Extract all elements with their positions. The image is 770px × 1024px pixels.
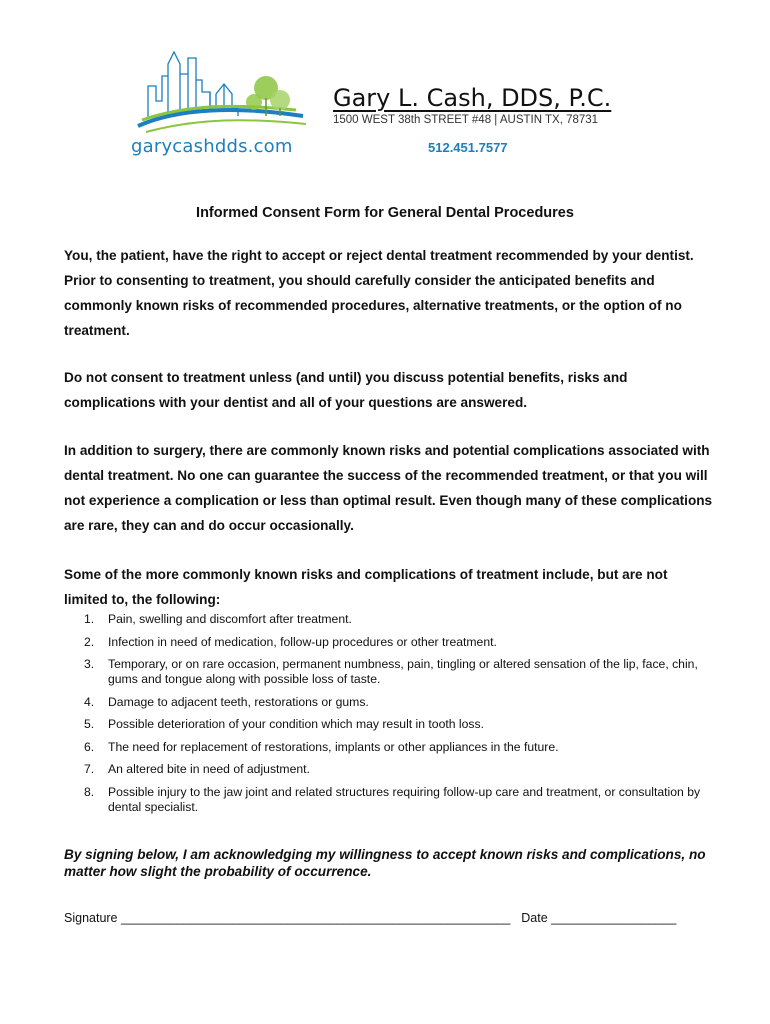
list-number: 3. <box>84 657 95 671</box>
list-text: Damage to adjacent teeth, restorations or gums. <box>108 694 369 709</box>
signature-row <box>64 911 714 925</box>
list-item <box>84 785 714 815</box>
practice-phone: 512.451.7577 <box>428 140 508 155</box>
list-item <box>84 740 714 755</box>
risk-list <box>84 612 714 822</box>
list-text: Possible injury to the jaw joint and related structures requiring follow-up care and treatment, or consultation by dental specialist. <box>108 784 701 814</box>
list-item <box>84 695 714 710</box>
list-item <box>84 717 714 732</box>
list-number: 4. <box>84 694 95 709</box>
signature-field[interactable]: ________________________________________________________ <box>121 911 511 925</box>
list-number: 6. <box>84 739 95 754</box>
date-field[interactable]: __________________ <box>551 911 677 925</box>
signature-label: Signature <box>64 911 118 925</box>
list-number: 1. <box>84 612 95 626</box>
list-text: Infection in need of medication, follow-up procedures or other treatment. <box>108 634 497 649</box>
list-number: 2. <box>84 634 95 649</box>
practice-website: garycashdds.com <box>131 136 293 157</box>
intro-paragraph: You, the patient, have the right to accept or reject dental treatment recommended by your dentist. Prior to consenting to treatment, you should carefully consider the anticipated benefits and commonly known risks of recommended procedures, alternative treatments, or the option of no treatment. <box>64 248 694 338</box>
date-label: Date <box>521 911 548 925</box>
list-text: Temporary, or on rare occasion, permanent numbness, pain, tingling or altered sensation of the lip, face, chin, gums and tongue along with possible loss of taste. <box>108 657 698 686</box>
list-number: 8. <box>84 784 95 799</box>
list-text: Pain, swelling and discomfort after treatment. <box>108 612 352 626</box>
list-item <box>84 635 714 650</box>
form-title: Informed Consent Form for General Dental Procedures <box>196 205 574 221</box>
acknowledgement-statement: By signing below, I am acknowledging my willingness to accept known risks and complications, no matter how slight the probability of occurrence. <box>64 847 706 879</box>
consent-paragraph: Do not consent to treatment unless (and until) you discuss potential benefits, risks and complications with your dentist and all of your questions are answered. <box>64 370 628 410</box>
list-text: Possible deterioration of your condition which may result in tooth loss. <box>108 717 484 731</box>
risks-paragraph: In addition to surgery, there are commonly known risks and potential complications associated with dental treatment. No one can guarantee the success of the recommended treatment, or that you will not experience a complication or less than optimal result. Even though many of these complications are rare, they can and do occur occasionally. <box>64 443 713 533</box>
list-item <box>84 612 714 627</box>
risks-list-intro: Some of the more commonly known risks and complications of treatment include, but are not limited to, the following: <box>64 567 668 607</box>
list-number: 7. <box>84 762 95 776</box>
list-text: The need for replacement of restorations, implants or other appliances in the future. <box>108 739 559 754</box>
list-text: An altered bite in need of adjustment. <box>108 762 310 776</box>
list-number: 5. <box>84 717 95 731</box>
list-item <box>84 657 714 687</box>
list-item <box>84 762 714 777</box>
practice-address: 1500 WEST 38th STREET #48 | AUSTIN TX, 78731 <box>333 114 599 126</box>
practice-name: Gary L. Cash, DDS, P.C. <box>333 84 612 112</box>
